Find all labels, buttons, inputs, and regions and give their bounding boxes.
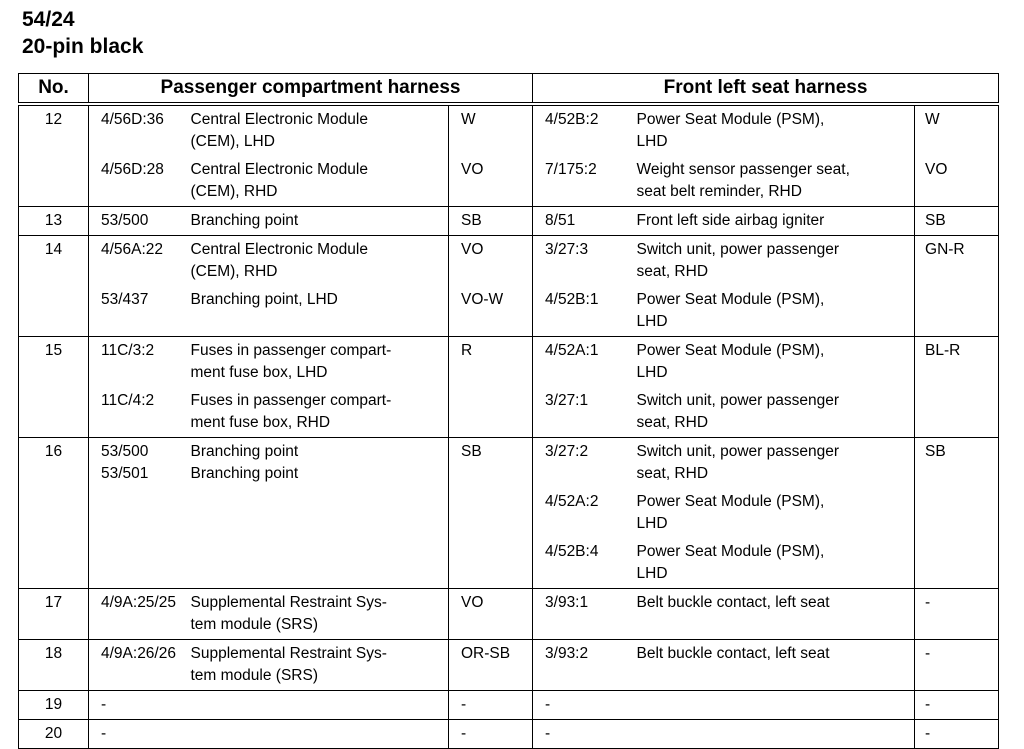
front-wire-color-cell <box>915 691 999 720</box>
front-description: seat, RHD <box>636 414 709 431</box>
connector-description: 20-pin black <box>22 35 144 58</box>
front-code: 3/93:2 <box>545 645 589 662</box>
front-description-cell <box>635 236 915 337</box>
front-code-cell <box>533 640 635 691</box>
front-wire-color: SB <box>925 212 946 229</box>
pin-number: 16 <box>19 438 89 589</box>
front-description-cell <box>635 640 915 691</box>
passenger-description: tem module (SRS) <box>190 667 318 684</box>
passenger-code: 4/9A:26/26 <box>101 645 176 662</box>
pin-number: 19 <box>19 691 89 720</box>
front-code: 4/52B:1 <box>545 291 599 308</box>
front-code: 3/27:2 <box>545 443 589 460</box>
passenger-code: - <box>101 696 107 713</box>
passenger-wire-color-cell <box>449 589 533 640</box>
front-code-cell <box>533 104 635 207</box>
front-code: 3/27:1 <box>545 392 589 409</box>
passenger-code: 53/500 <box>101 443 149 460</box>
front-wire-color: BL-R <box>925 342 961 359</box>
pin-number: 18 <box>19 640 89 691</box>
front-code-cell <box>533 236 635 337</box>
passenger-description-cell <box>189 589 449 640</box>
passenger-description: ment fuse box, RHD <box>190 414 331 431</box>
front-wire-color: - <box>925 696 931 713</box>
passenger-code-cell <box>89 438 189 589</box>
table-header-row <box>19 74 999 105</box>
front-description-cell <box>635 104 915 207</box>
front-description: Belt buckle contact, left seat <box>636 594 830 611</box>
table-row <box>19 236 999 337</box>
front-description: LHD <box>636 364 668 381</box>
front-description-cell <box>635 589 915 640</box>
passenger-description: Central Electronic Module <box>190 111 368 128</box>
header-passenger-harness: Passenger compartment harness <box>89 74 533 105</box>
passenger-code: 4/9A:25/25 <box>101 594 176 611</box>
passenger-description-cell <box>189 691 449 720</box>
table-row <box>19 337 999 438</box>
passenger-description: tem module (SRS) <box>190 616 318 633</box>
connector-pin-table <box>18 73 999 749</box>
passenger-code-cell <box>89 691 189 720</box>
passenger-description: Supplemental Restraint Sys- <box>190 645 387 662</box>
front-description-cell <box>635 438 915 589</box>
passenger-wire-color: VO <box>461 161 484 178</box>
front-wire-color: GN-R <box>925 241 965 258</box>
front-code: 4/52A:2 <box>545 493 599 510</box>
passenger-code: 4/56A:22 <box>101 241 164 258</box>
table-row <box>19 691 999 720</box>
passenger-code-cell <box>89 207 189 236</box>
front-code-cell <box>533 438 635 589</box>
front-description: seat belt reminder, RHD <box>636 183 802 200</box>
passenger-description: Central Electronic Module <box>190 241 368 258</box>
front-description-cell <box>635 720 915 749</box>
front-description: seat, RHD <box>636 465 709 482</box>
passenger-wire-color: OR-SB <box>461 645 511 662</box>
front-description: Front left side airbag igniter <box>636 212 825 229</box>
passenger-description: Branching point <box>190 465 299 482</box>
table-row <box>19 640 999 691</box>
passenger-wire-color: - <box>461 696 467 713</box>
header-no: No. <box>19 74 89 105</box>
front-code: 8/51 <box>545 212 576 229</box>
front-code: 3/93:1 <box>545 594 589 611</box>
front-code: 4/52B:4 <box>545 543 599 560</box>
front-wire-color-cell <box>915 720 999 749</box>
table-row <box>19 589 999 640</box>
front-wire-color: - <box>925 645 931 662</box>
front-description: Switch unit, power passenger <box>636 392 839 409</box>
passenger-wire-color: SB <box>461 443 482 460</box>
front-description: Switch unit, power passenger <box>636 443 839 460</box>
passenger-description: (CEM), LHD <box>190 133 275 150</box>
front-wire-color-cell <box>915 104 999 207</box>
passenger-code-cell <box>89 236 189 337</box>
passenger-wire-color: - <box>461 725 467 742</box>
passenger-wire-color: SB <box>461 212 482 229</box>
passenger-wire-color-cell <box>449 207 533 236</box>
passenger-description: Fuses in passenger compart- <box>190 392 392 409</box>
passenger-code-cell <box>89 720 189 749</box>
front-code: - <box>545 696 551 713</box>
front-code: 4/52A:1 <box>545 342 599 359</box>
table-row <box>19 104 999 207</box>
front-wire-color-cell <box>915 589 999 640</box>
title-block <box>22 6 143 60</box>
passenger-description: ment fuse box, LHD <box>190 364 328 381</box>
passenger-description: Branching point, LHD <box>190 291 338 308</box>
passenger-description: Supplemental Restraint Sys- <box>190 594 387 611</box>
passenger-wire-color: VO <box>461 241 484 258</box>
header-front-left-seat-harness: Front left seat harness <box>533 74 999 105</box>
front-wire-color: - <box>925 594 931 611</box>
passenger-code: 53/501 <box>101 465 149 482</box>
front-description: LHD <box>636 313 668 330</box>
front-description: Switch unit, power passenger <box>636 241 839 258</box>
passenger-code-cell <box>89 104 189 207</box>
front-wire-color: VO <box>925 161 948 178</box>
passenger-wire-color-cell <box>449 691 533 720</box>
pin-number: 20 <box>19 720 89 749</box>
front-wire-color: W <box>925 111 940 128</box>
front-code-cell <box>533 720 635 749</box>
front-code: 3/27:3 <box>545 241 589 258</box>
pin-number: 14 <box>19 236 89 337</box>
passenger-wire-color: VO <box>461 594 484 611</box>
table-row <box>19 438 999 589</box>
front-code-cell <box>533 691 635 720</box>
passenger-code-cell <box>89 337 189 438</box>
front-wire-color-cell <box>915 236 999 337</box>
front-description: Power Seat Module (PSM), <box>636 543 825 560</box>
passenger-description-cell <box>189 438 449 589</box>
front-code-cell <box>533 207 635 236</box>
passenger-description-cell <box>189 104 449 207</box>
front-code-cell <box>533 337 635 438</box>
passenger-description: Central Electronic Module <box>190 161 368 178</box>
front-description: Weight sensor passenger seat, <box>636 161 850 178</box>
passenger-code: 4/56D:28 <box>101 161 164 178</box>
passenger-description: Branching point <box>190 443 299 460</box>
front-description: LHD <box>636 565 668 582</box>
front-wire-color-cell <box>915 640 999 691</box>
table-body <box>19 104 999 749</box>
pin-number: 12 <box>19 104 89 207</box>
passenger-wire-color-cell <box>449 720 533 749</box>
passenger-code: 53/500 <box>101 212 149 229</box>
passenger-description-cell <box>189 640 449 691</box>
passenger-description-cell <box>189 720 449 749</box>
front-wire-color-cell <box>915 207 999 236</box>
passenger-wire-color-cell <box>449 640 533 691</box>
front-description-cell <box>635 337 915 438</box>
passenger-wire-color: VO-W <box>461 291 504 308</box>
passenger-description-cell <box>189 207 449 236</box>
front-code: 4/52B:2 <box>545 111 599 128</box>
passenger-description-cell <box>189 236 449 337</box>
passenger-description: Fuses in passenger compart- <box>190 342 392 359</box>
front-code: - <box>545 725 551 742</box>
passenger-code: 11C/4:2 <box>101 392 155 409</box>
front-code-cell <box>533 589 635 640</box>
front-code: 7/175:2 <box>545 161 597 178</box>
passenger-wire-color: R <box>461 342 473 359</box>
passenger-description: (CEM), RHD <box>190 263 278 280</box>
passenger-code: 4/56D:36 <box>101 111 164 128</box>
passenger-wire-color-cell <box>449 104 533 207</box>
passenger-description: Branching point <box>190 212 299 229</box>
pin-number: 17 <box>19 589 89 640</box>
front-description: LHD <box>636 133 668 150</box>
front-description: Power Seat Module (PSM), <box>636 342 825 359</box>
front-description: Belt buckle contact, left seat <box>636 645 830 662</box>
front-description: Power Seat Module (PSM), <box>636 493 825 510</box>
passenger-code: 11C/3:2 <box>101 342 155 359</box>
passenger-code: - <box>101 725 107 742</box>
front-description: seat, RHD <box>636 263 709 280</box>
passenger-code-cell <box>89 589 189 640</box>
table-row <box>19 207 999 236</box>
front-description: LHD <box>636 515 668 532</box>
front-wire-color: - <box>925 725 931 742</box>
passenger-wire-color-cell <box>449 236 533 337</box>
passenger-wire-color-cell <box>449 337 533 438</box>
front-wire-color-cell <box>915 337 999 438</box>
passenger-wire-color-cell <box>449 438 533 589</box>
passenger-code-cell <box>89 640 189 691</box>
passenger-description: (CEM), RHD <box>190 183 278 200</box>
passenger-description-cell <box>189 337 449 438</box>
front-description-cell <box>635 207 915 236</box>
table-row <box>19 720 999 749</box>
connector-id: 54/24 <box>22 8 75 31</box>
pin-number: 15 <box>19 337 89 438</box>
pin-number: 13 <box>19 207 89 236</box>
front-description-cell <box>635 691 915 720</box>
front-wire-color-cell <box>915 438 999 589</box>
front-description: Power Seat Module (PSM), <box>636 111 825 128</box>
passenger-wire-color: W <box>461 111 476 128</box>
passenger-code: 53/437 <box>101 291 149 308</box>
front-description: Power Seat Module (PSM), <box>636 291 825 308</box>
front-wire-color: SB <box>925 443 946 460</box>
